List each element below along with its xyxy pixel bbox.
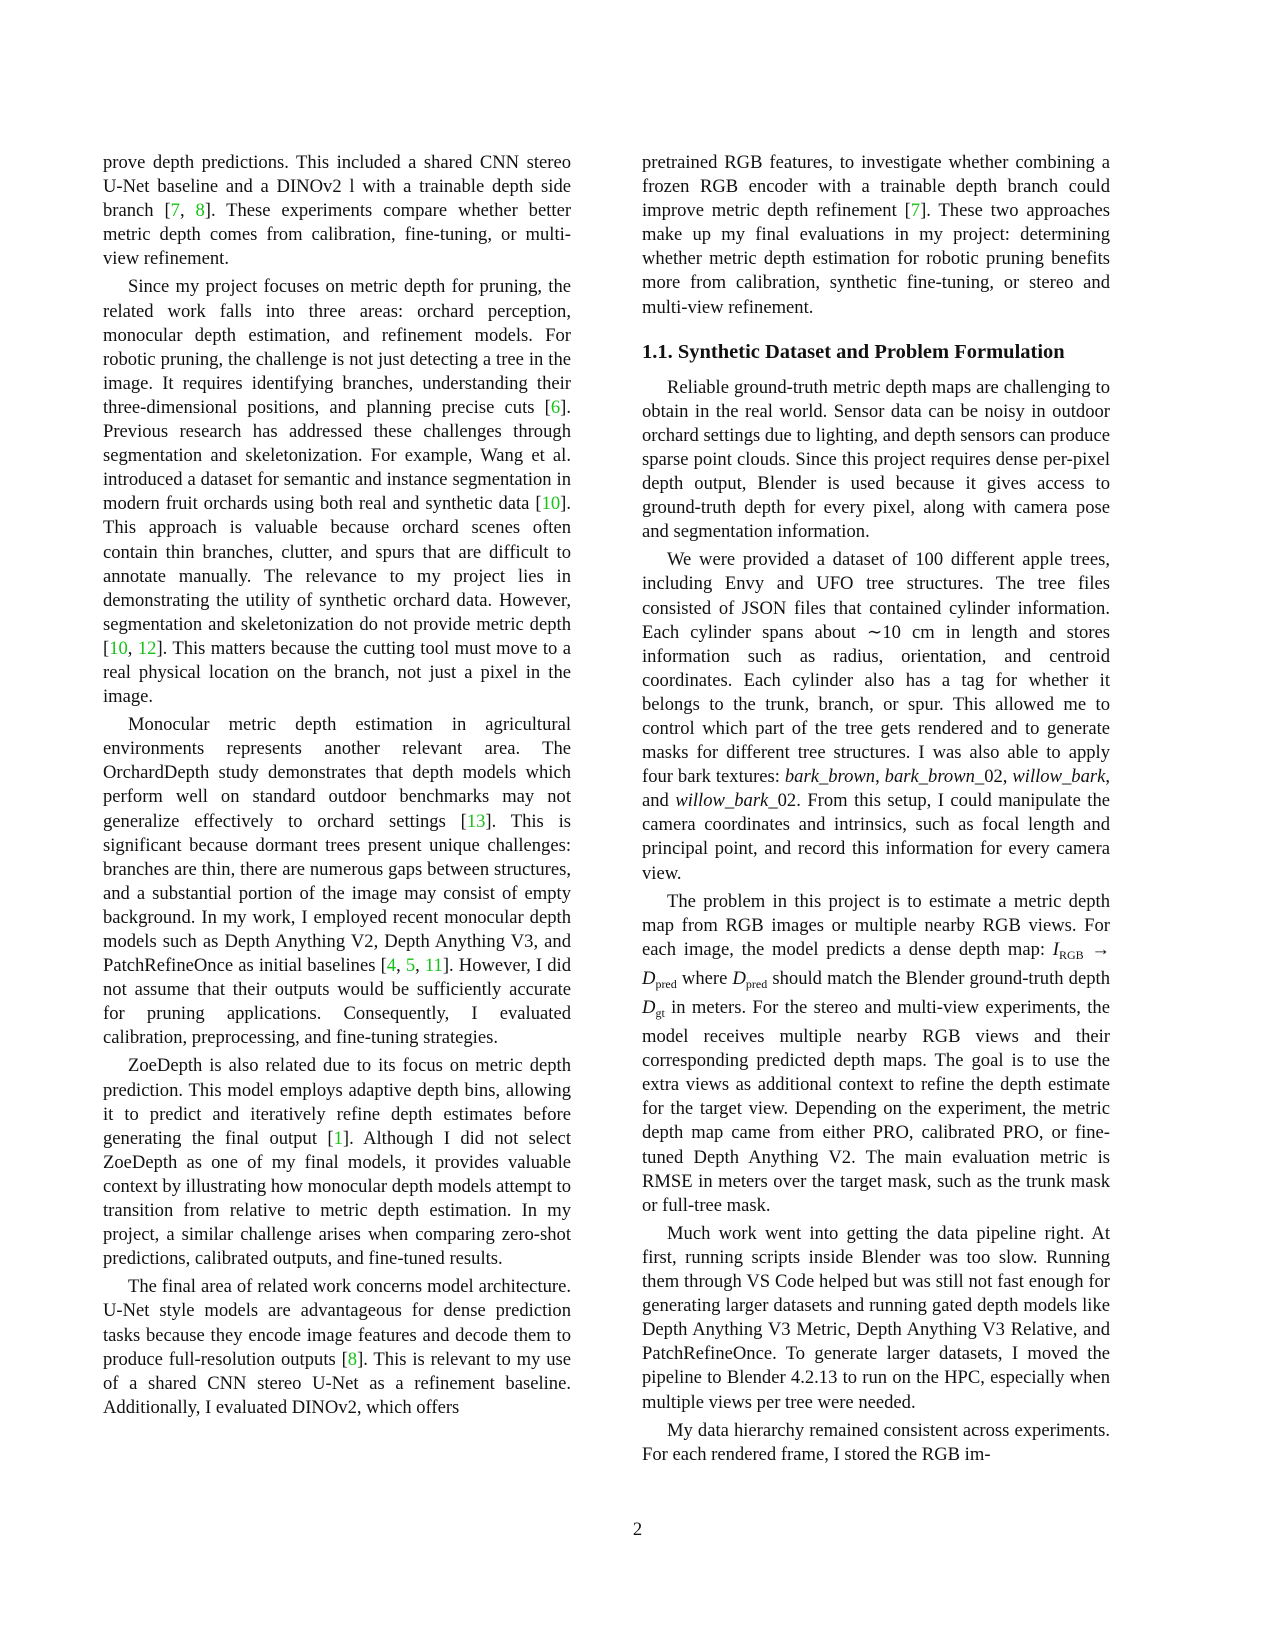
- math-term: bark_brown: [884, 766, 975, 788]
- page-number: 2: [632, 1519, 643, 1540]
- paragraph: Much work went into getting the data pipeline right. At first, running scripts inside Blender was too slow. Running them through VS Code helped but was still not fast enough for generating larger datasets and running gated depth models like Depth Anything V3 Metric, Depth Anything V3 Relative, and PatchRefineOnce. To generate larger datasets, I moved the pipeline to Blender 4.2.13 to run on the HPC, especially when multiple views per tree were needed.: [642, 1222, 1110, 1413]
- citation-link[interactable]: 6: [550, 396, 561, 418]
- math-symbol: D: [732, 967, 746, 989]
- paragraph: ZoeDepth is also related due to its focus on metric depth prediction. This model employs adaptive depth bins, allowing it to predict and iteratively refine depth estimates before generating the final output [1]. Although I did not select ZoeDepth as one of my final models, it provides valuable context by illustrating how monocular depth models attempt to transition from relative to metric depth estimation. In my project, a similar challenge arises when comparing zero-shot predictions, calibrated outputs, and fine-tuned results.: [103, 1055, 571, 1270]
- math-symbol: D: [642, 967, 656, 989]
- citation-link[interactable]: 8: [195, 200, 205, 222]
- citation-link[interactable]: 11: [424, 955, 443, 977]
- citation-link[interactable]: 7: [170, 200, 180, 222]
- citation-link[interactable]: 4: [386, 955, 397, 977]
- math-symbol: I: [1052, 938, 1059, 960]
- citation-link[interactable]: 7: [910, 200, 921, 222]
- citation-link[interactable]: 10: [541, 493, 561, 515]
- right-column: [642, 151, 1110, 1467]
- section-heading: 1.1. Synthetic Dataset and Problem Formulation: [642, 340, 1065, 363]
- citation-link[interactable]: 10: [109, 637, 128, 659]
- math-subscript: RGB: [1058, 947, 1084, 962]
- paragraph: My data hierarchy remained consistent across experiments. For each rendered frame, I stored the RGB im-: [642, 1419, 1110, 1465]
- math-term: willow_bark: [1012, 766, 1106, 788]
- math-subscript: pred: [655, 976, 677, 991]
- math-term: willow_bark: [675, 790, 769, 812]
- paragraph: We were provided a dataset of 100 different apple trees, including Envy and UFO tree structures. The tree files consisted of JSON files that contained cylinder information. Each cylinder spans about ∼10 cm in length and stores information such as radius, orientation, and centroid coordinates. Each cylinder also has a tag for whether it belongs to the trunk, branch, or spur. This allowed me to control which part of the tree gets rendered and to generate masks for different tree structures. I was also able to apply four bark textures: bark_brown, bark_brown_02, willow_bark, and willow_bark_02. From this setup, I could manipulate the camera coordinates and intrinsics, such as focal length and principal point, and record this information for every camera view.: [642, 549, 1111, 884]
- citation-link[interactable]: 8: [347, 1348, 358, 1370]
- left-column: [103, 151, 571, 1420]
- paragraph: The final area of related work concerns model architecture. U-Net style models are advantageous for dense prediction tasks because they encode image features and decode them to produce full-resolution outputs [8]. This is relevant to my use of a shared CNN stereo U-Net as a refinement baseline. Additionally, I evaluated DINOv2, which offers: [103, 1276, 571, 1418]
- paragraph: Reliable ground-truth metric depth maps are challenging to obtain in the real world. Sensor data can be noisy in outdoor orchard settings due to lighting, and depth sensors can produce sparse point clouds. Since this project requires dense per-pixel depth output, Blender is used because it gives access to ground-truth depth for every pixel, along with camera pose and segmentation information.: [642, 376, 1110, 543]
- paragraph: Since my project focuses on metric depth for pruning, the related work falls into three areas: orchard perception, monocular depth estimation, and refinement models. For robotic pruning, the challenge is not just detecting a tree in the image. It requires identifying branches, understanding their three-dimensional positions, and planning precise cuts [6]. Previous research has addressed these challenges through segmentation and skeletonization. For example, Wang et al. introduced a dataset for semantic and instance segmentation in modern fruit orchards using both real and synthetic data [10]. This approach is valuable because orchard scenes often contain thin branches, clutter, and spurs that are difficult to annotate manually. The relevance to my project lies in demonstrating the utility of synthetic orchard data. However, segmentation and skeletonization do not provide metric depth [10, 12]. This matters because the cutting tool must move to a real physical location on the branch, not just a pixel in the image.: [103, 276, 571, 708]
- math-symbol: D: [642, 997, 656, 1018]
- paragraph: The problem in this project is to estimate a metric depth map from RGB images or multiple nearby RGB views. For each image, the model predicts a dense depth map: $I_{RGB} \to D_{pred}$ where $D_{pred}$ should match the Blender ground-truth depth $D_{gt}$ in meters. For the stereo and multi-view experiments, the model receives multiple nearby RGB views and their corresponding predicted depth maps. The goal is to use the extra views as additional context to refine the depth estimate for the target view. Depending on the experiment, the metric depth map came from either PRO, calibrated PRO, or fine-tuned Depth Anything V2. The main evaluation metric is RMSE in meters over the target mask, such as the trunk mask or full-tree mask.: [642, 890, 1110, 1216]
- math-subscript: gt: [655, 1006, 665, 1020]
- math-term: bark_brown: [784, 766, 876, 788]
- citation-link[interactable]: 5: [405, 955, 416, 977]
- citation-link[interactable]: 13: [466, 810, 486, 832]
- citation-link[interactable]: 12: [137, 637, 157, 659]
- citation-link[interactable]: 1: [333, 1127, 343, 1149]
- math-subscript: pred: [745, 976, 768, 991]
- paragraph: Monocular metric depth estimation in agricultural environments represents another relevant area. The OrchardDepth study demonstrates that depth models which perform well on standard outdoor benchmarks may not generalize effectively to orchard settings [13]. This is significant because dormant trees present unique challenges: branches are thin, there are numerous gaps between structures, and a substantial portion of the image may consist of empty background. In my work, I employed recent monocular depth models such as Depth Anything V2, Depth Anything V3, and PatchRefineOnce as initial baselines [4, 5, 11]. However, I did not assume that their outputs would be sufficiently accurate for pruning applications. Consequently, I evaluated calibration, preprocessing, and fine-tuning strategies.: [103, 714, 571, 1049]
- paragraph: prove depth predictions. This included a shared CNN stereo U-Net baseline and a DINOv2 l with a trainable depth side branch [7, 8]. These experiments compare whether better metric depth comes from calibration, fine-tuning, or multi-view refinement.: [103, 152, 572, 270]
- paragraph: pretrained RGB features, to investigate whether combining a frozen RGB encoder with a trainable depth branch could improve metric depth refinement [7]. These two approaches make up my final evaluations in my project: determining whether metric depth estimation for robotic pruning benefits more from calibration, synthetic fine-tuning, or stereo and multi-view refinement.: [642, 152, 1110, 318]
